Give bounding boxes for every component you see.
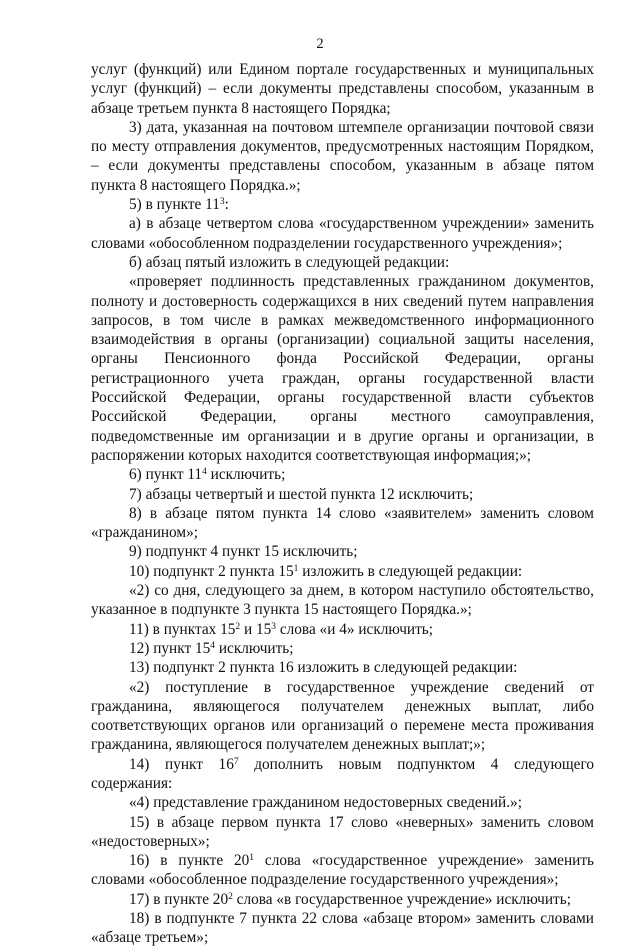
superscript: 1 [293,563,299,574]
superscript: 1 [249,853,255,864]
paragraph: 17) в пункте $20^2$ слова «в государственное учреждение» исключить; [129,890,571,908]
paragraph: 8) в абзаце пятом пункта 14 слово «заявителем» заменить словом «гражданином»; [91,504,594,542]
superscript: 2 [228,891,233,902]
superscript: 2 [235,621,241,632]
paragraph: 15) в абзаце первом пункта 17 слово «неверных» заменить словом «недостоверных»; [91,813,594,850]
paragraph: «проверяет подлинность представленных гражданином документов, полноту и достоверность содержащихся в них сведений путем направления запросов, в том числе в рамках межведомственного информационного взаимодействия в органы (организации) социальной защиты населения, органы Пенсионного фонда Российской Федерации, органы регистрационного учета граждан, органы государственной власти Российской Федерации, органы государственной власти субъектов Российской Федерации, органы местного самоуправления, подведомственные им организации и в другие органы и организации, в распоряжении которых находится соответствующая информация;»; [91,273,594,464]
paragraph: 5) в пункте $11^3$: [129,196,229,214]
document-body [91,60,594,948]
paragraph: 3) дата, указанная на почтовом штемпеле организации почтовой связи по месту отправления документов, предусмотренных настоящим Порядком, – если документы представлены способом, указанным в абзаце пятом пункта 8 настоящего Порядка.»; [91,118,594,194]
paragraph: 18) в подпункте 7 пункта 22 слова «абзаце втором» заменить словами «абзаце третьем»; [91,910,594,947]
superscript: 3 [271,621,277,632]
paragraph: «2) со дня, следующего за днем, в котором наступило обстоятельство, указанное в подпункте 3 пункта 15 настоящего Порядка.»; [91,582,594,619]
paragraph: 6) пункт $11^4$ исключить; [129,466,286,484]
paragraph: 7) абзацы четвертый и шестой пункта 12 исключить; [129,485,474,503]
paragraph: 12) пункт $15^4$ исключить; [129,639,294,657]
paragraph: «2) поступление в государственное учреждение сведений от гражданина, являющегося получателем денежных выплат, либо соответствующих органов или организаций о перемене места проживания гражданина, являющегося получателем денежных выплат;»; [91,678,594,754]
superscript: 7 [233,756,239,767]
paragraph: б) абзац пятый изложить в следующей редакции: [129,253,450,271]
page-number: 2 [316,36,324,52]
paragraph: 13) подпункт 2 пункта 16 изложить в следующей редакции: [129,659,518,677]
paragraph: 14) пункт $16^7$ дополнить новым подпунктом 4 следующего содержания: [91,755,594,792]
superscript: 3 [219,197,225,208]
paragraph: 10) подпункт 2 пункта $15^1$ изложить в следующей редакции: [129,562,523,580]
paragraph: 11) в пунктах $15^2$ и $15^3$ слова «и 4» исключить; [129,620,434,638]
paragraph: 9) подпункт 4 пункт 15 исключить; [129,543,358,561]
paragraph: 16) в пункте $20^1$ слова «государственное учреждение» заменить словами «обособленное подразделение государственного учреждения»; [91,852,594,889]
paragraph: «4) представление гражданином недостоверных сведений.»; [129,794,522,812]
paragraph: а) в абзаце четвертом слова «государственном учреждении» заменить словами «обособленном подразделении государственного учреждения»; [91,215,594,252]
superscript: 4 [202,467,207,478]
superscript: 4 [210,640,216,651]
paragraph: услуг (функций) или Едином портале государственных и муниципальных услуг (функций) – если документы представлены способом, указанным в абзаце третьем пункта 8 настоящего Порядка; [91,61,594,117]
